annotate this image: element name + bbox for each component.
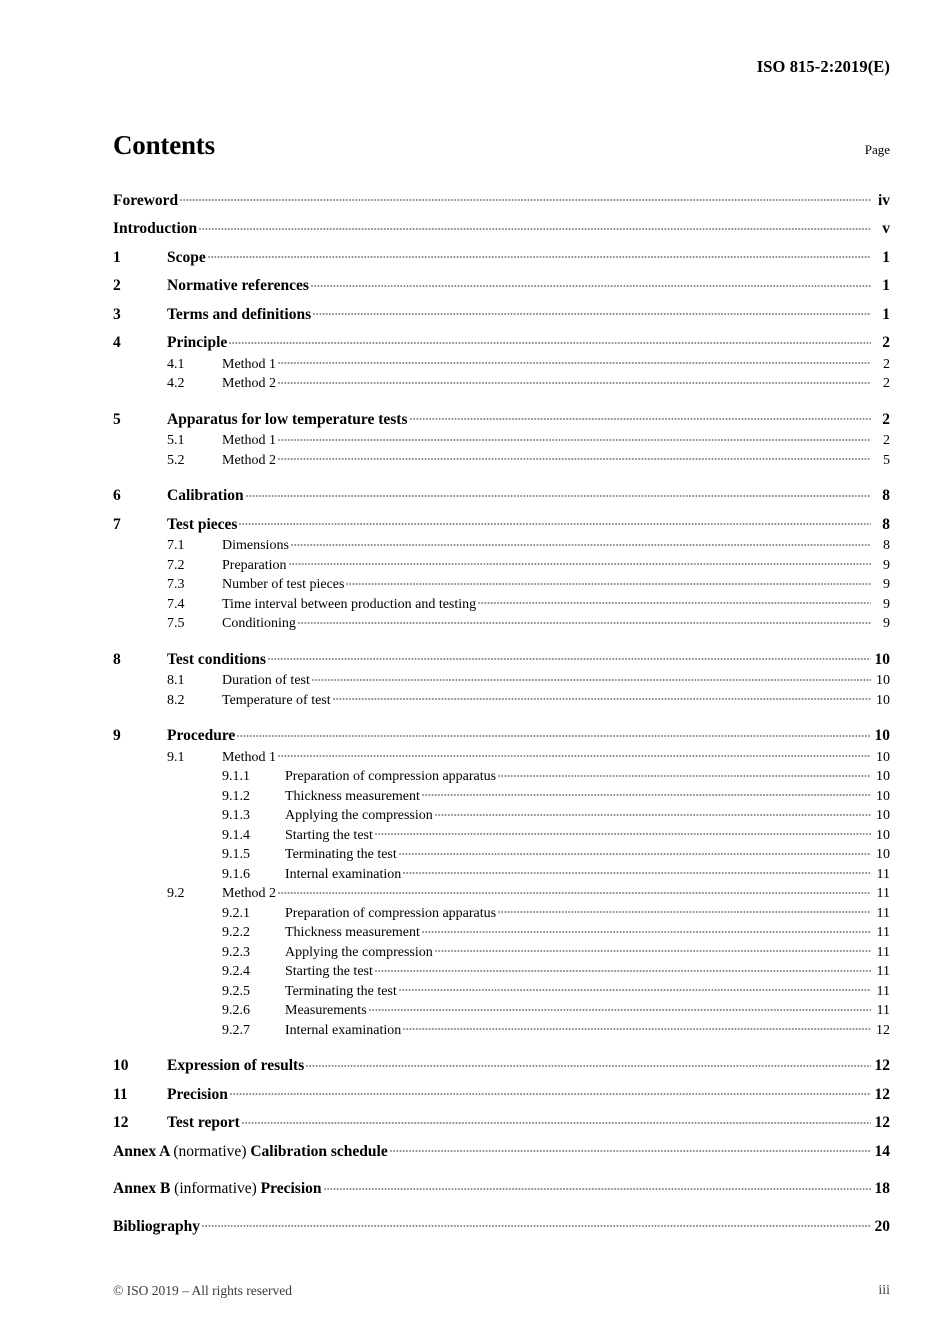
toc-entry-page-number: 12 bbox=[874, 1057, 890, 1074]
toc-entry-page-number: 10 bbox=[876, 673, 890, 688]
toc-entry-number: 9.2.3 bbox=[222, 944, 250, 960]
toc-spacer bbox=[113, 635, 890, 644]
toc-entry-label: Procedure bbox=[167, 727, 236, 744]
toc-entry-label-part: Precision bbox=[260, 1180, 322, 1197]
toc-entry-number: 2 bbox=[113, 277, 121, 294]
toc-entry-number: 9.2.2 bbox=[222, 925, 250, 940]
toc-entry-page-number: 11 bbox=[876, 1003, 890, 1018]
toc-entry-label: Method 1 bbox=[222, 356, 277, 372]
toc-dot-leader bbox=[311, 275, 871, 291]
toc-dot-leader bbox=[278, 430, 871, 444]
toc-entry-number: 7 bbox=[113, 515, 121, 533]
toc-entry-page-number: 10 bbox=[874, 650, 890, 668]
toc-entry-label-part: (informative) bbox=[174, 1180, 261, 1197]
toc-entry-number: 9.2.5 bbox=[222, 983, 250, 999]
toc-dot-leader bbox=[229, 332, 871, 348]
toc-entry[interactable] bbox=[113, 1079, 890, 1108]
toc-entry-label bbox=[113, 1180, 322, 1198]
toc-dot-leader bbox=[180, 189, 871, 205]
toc-dot-leader bbox=[298, 613, 871, 627]
toc-entry-label-part: (normative) bbox=[173, 1142, 251, 1160]
toc-entry-label: Introduction bbox=[113, 220, 198, 237]
toc-entry-label: Calibration bbox=[167, 487, 244, 504]
toc-entry-page-number: 11 bbox=[876, 866, 890, 882]
toc-entry[interactable] bbox=[113, 1174, 890, 1203]
toc-entry-label: Precision bbox=[167, 1085, 228, 1103]
toc-entry-page-number: 2 bbox=[882, 334, 890, 351]
toc-entry-page-number: 1 bbox=[882, 305, 890, 323]
toc-dot-leader bbox=[199, 218, 871, 234]
toc-entry-number: 9.1.5 bbox=[222, 847, 250, 862]
toc-entry-number: 7.4 bbox=[167, 596, 185, 612]
table-of-contents bbox=[113, 185, 890, 1240]
toc-entry-label: Scope bbox=[167, 248, 206, 266]
toc-entry-page-number: 10 bbox=[874, 727, 890, 744]
toc-entry-label: Foreword bbox=[113, 191, 179, 209]
toc-entry[interactable] bbox=[113, 481, 890, 510]
toc-entry[interactable] bbox=[113, 509, 890, 538]
toc-dot-leader bbox=[324, 1178, 871, 1194]
toc-entry-page-number: 10 bbox=[876, 808, 890, 823]
toc-entry[interactable] bbox=[113, 616, 890, 636]
toc-entry-label: Method 2 bbox=[222, 452, 277, 468]
toc-entry-page-number: 11 bbox=[876, 983, 890, 999]
toc-entry-number: 5.1 bbox=[167, 433, 185, 448]
toc-entry[interactable] bbox=[113, 299, 890, 328]
toc-entry-label: Measurements bbox=[285, 1003, 367, 1018]
toc-entry-number: 4 bbox=[113, 334, 121, 351]
toc-dot-leader bbox=[278, 373, 871, 387]
toc-entry[interactable] bbox=[113, 1051, 890, 1080]
toc-entry-page-number: 8 bbox=[883, 538, 890, 553]
toc-spacer bbox=[113, 472, 890, 481]
toc-entry[interactable] bbox=[113, 328, 890, 357]
toc-dot-leader bbox=[375, 825, 871, 839]
toc-dot-leader bbox=[346, 574, 871, 588]
toc-dot-leader bbox=[435, 805, 871, 819]
toc-entry-page-number: 12 bbox=[874, 1114, 890, 1131]
toc-dot-leader bbox=[246, 485, 871, 501]
toc-dot-leader bbox=[313, 303, 871, 319]
toc-entry-label bbox=[113, 1143, 388, 1161]
toc-dot-leader bbox=[399, 981, 871, 995]
toc-entry[interactable] bbox=[113, 644, 890, 673]
toc-dot-leader bbox=[291, 535, 871, 549]
toc-entry-page-number: 1 bbox=[882, 277, 890, 294]
toc-entry-label: Method 1 bbox=[222, 433, 277, 448]
toc-dot-leader bbox=[278, 747, 871, 761]
toc-entry-page-number: 9 bbox=[883, 616, 890, 631]
toc-entry-label: Method 2 bbox=[222, 886, 277, 901]
toc-dot-leader bbox=[435, 942, 871, 956]
document-header-standard-number: ISO 815-2:2019(E) bbox=[756, 57, 890, 76]
toc-entry-number: 3 bbox=[113, 305, 121, 323]
toc-entry[interactable] bbox=[113, 1211, 890, 1240]
page-column-header: Page bbox=[864, 142, 890, 157]
footer-page-number: iii bbox=[878, 1283, 890, 1298]
toc-entry-page-number: 20 bbox=[874, 1217, 890, 1235]
toc-entry-label-part: Calibration schedule bbox=[250, 1142, 388, 1160]
toc-entry-page-number: 10 bbox=[876, 788, 890, 804]
toc-dot-leader bbox=[208, 246, 871, 262]
toc-entry-label: Temperature of test bbox=[222, 692, 331, 708]
toc-entry-number: 7.3 bbox=[167, 577, 185, 592]
toc-entry[interactable] bbox=[113, 376, 890, 396]
toc-entry-label: Thickness measurement bbox=[285, 788, 420, 804]
page-footer bbox=[113, 1283, 890, 1303]
toc-entry-label: Principle bbox=[167, 334, 228, 351]
toc-entry-label: Dimensions bbox=[222, 538, 289, 553]
toc-dot-leader bbox=[268, 648, 871, 664]
toc-entry-label: Thickness measurement bbox=[285, 925, 420, 940]
toc-entry-page-number: 2 bbox=[883, 376, 890, 391]
toc-entry-number: 9.2.7 bbox=[222, 1022, 250, 1038]
toc-dot-leader bbox=[242, 1112, 871, 1128]
toc-entry-page-number: 2 bbox=[882, 410, 890, 428]
toc-entry-label: Terms and definitions bbox=[167, 305, 312, 323]
toc-entry-label: Method 1 bbox=[222, 749, 277, 765]
toc-entry-page-number: 14 bbox=[874, 1142, 890, 1160]
toc-entry-label-part: Annex B bbox=[113, 1180, 175, 1197]
toc-dot-leader bbox=[306, 1055, 871, 1071]
toc-entry-number: 8 bbox=[113, 650, 121, 668]
toc-dot-leader bbox=[403, 1020, 871, 1034]
toc-entry-number: 9.1.2 bbox=[222, 788, 250, 804]
toc-entry-label: Internal examination bbox=[285, 1022, 402, 1038]
toc-dot-leader bbox=[237, 725, 871, 741]
toc-entry-page-number: 11 bbox=[876, 944, 890, 960]
toc-entry-page-number: 11 bbox=[876, 886, 890, 901]
toc-spacer bbox=[113, 712, 890, 721]
toc-entry-number: 9.1.6 bbox=[222, 866, 250, 882]
toc-dot-leader bbox=[375, 961, 871, 975]
toc-dot-leader bbox=[478, 594, 871, 608]
toc-dot-leader bbox=[399, 844, 871, 858]
toc-entry-label: Internal examination bbox=[285, 866, 402, 882]
toc-entry[interactable] bbox=[113, 242, 890, 271]
toc-dot-leader bbox=[390, 1140, 871, 1156]
toc-dot-leader bbox=[278, 354, 871, 368]
toc-dot-leader bbox=[278, 450, 871, 464]
toc-entry-page-number: 11 bbox=[876, 925, 890, 940]
toc-entry[interactable] bbox=[113, 1136, 890, 1165]
toc-entry-label: Time interval between production and testing bbox=[222, 596, 477, 612]
toc-entry-page-number: 1 bbox=[882, 248, 890, 266]
toc-entry-number: 4.1 bbox=[167, 356, 185, 372]
toc-entry[interactable] bbox=[113, 185, 890, 214]
toc-entry-page-number: 10 bbox=[876, 749, 890, 765]
toc-entry-number: 9.1.3 bbox=[222, 808, 250, 823]
toc-spacer bbox=[113, 1165, 890, 1174]
toc-entry-page-number: 9 bbox=[883, 596, 890, 612]
toc-entry-label-part: Bibliography bbox=[113, 1217, 200, 1235]
toc-entry[interactable] bbox=[113, 404, 890, 433]
toc-entry-label: Applying the compression bbox=[285, 808, 433, 823]
toc-entry-label bbox=[113, 1218, 200, 1236]
toc-entry-label: Preparation of compression apparatus bbox=[285, 905, 497, 921]
toc-dot-leader bbox=[410, 408, 872, 424]
toc-entry[interactable] bbox=[113, 452, 890, 472]
toc-entry-number: 9.1.4 bbox=[222, 827, 250, 843]
toc-dot-leader bbox=[289, 555, 871, 569]
toc-entry-page-number: 8 bbox=[882, 515, 890, 533]
toc-entry[interactable] bbox=[113, 1022, 890, 1042]
toc-entry-page-number: 2 bbox=[883, 433, 890, 448]
toc-entry-page-number: 9 bbox=[883, 557, 890, 573]
toc-entry-label: Apparatus for low temperature tests bbox=[167, 410, 408, 428]
toc-entry-number: 8.2 bbox=[167, 692, 185, 708]
toc-entry-number: 9.2 bbox=[167, 886, 185, 901]
toc-entry-number: 9.1 bbox=[167, 749, 185, 765]
toc-entry-page-number: 11 bbox=[876, 905, 890, 921]
toc-entry-number: 1 bbox=[113, 248, 121, 266]
toc-entry-page-number: 8 bbox=[882, 487, 890, 504]
toc-entry[interactable] bbox=[113, 271, 890, 300]
toc-dot-leader bbox=[230, 1083, 871, 1099]
toc-entry-label: Conditioning bbox=[222, 616, 296, 631]
toc-entry-page-number: iv bbox=[877, 191, 890, 209]
toc-dot-leader bbox=[422, 786, 871, 800]
toc-dot-leader bbox=[369, 1000, 871, 1014]
toc-entry-label: Test pieces bbox=[167, 515, 238, 533]
toc-entry-number: 8.1 bbox=[167, 673, 185, 688]
toc-dot-leader bbox=[403, 864, 871, 878]
toc-entry-number: 9 bbox=[113, 727, 121, 744]
toc-entry[interactable] bbox=[113, 692, 890, 712]
toc-entry-label: Preparation bbox=[222, 557, 287, 573]
toc-entry-label: Method 2 bbox=[222, 376, 277, 391]
toc-entry-page-number: 10 bbox=[876, 692, 890, 708]
toc-entry-page-number: 10 bbox=[876, 827, 890, 843]
toc-entry-number: 7.5 bbox=[167, 616, 185, 631]
toc-dot-leader bbox=[312, 670, 871, 684]
toc-entry-label: Number of test pieces bbox=[222, 577, 345, 592]
toc-entry[interactable] bbox=[113, 1108, 890, 1137]
toc-entry-page-number: 9 bbox=[883, 577, 890, 592]
toc-entry-number: 12 bbox=[113, 1114, 129, 1131]
toc-spacer bbox=[113, 1042, 890, 1051]
toc-entry-label: Expression of results bbox=[167, 1057, 305, 1074]
toc-entry[interactable] bbox=[113, 214, 890, 243]
toc-entry-number: 10 bbox=[113, 1057, 129, 1074]
page-title: Contents bbox=[113, 130, 215, 160]
toc-entry-label: Test report bbox=[167, 1114, 240, 1131]
toc-dot-leader bbox=[278, 883, 871, 897]
toc-entry-page-number: 10 bbox=[876, 847, 890, 862]
toc-dot-leader bbox=[498, 766, 871, 780]
toc-dot-leader bbox=[498, 903, 871, 917]
toc-entry-number: 5 bbox=[113, 410, 121, 428]
toc-dot-leader bbox=[333, 690, 871, 704]
toc-entry-number: 7.1 bbox=[167, 538, 185, 553]
toc-entry-page-number: v bbox=[882, 220, 890, 237]
toc-entry-page-number: 12 bbox=[876, 1022, 890, 1038]
toc-entry-page-number: 12 bbox=[874, 1085, 890, 1103]
toc-dot-leader bbox=[202, 1215, 871, 1231]
toc-entry-number: 9.1.1 bbox=[222, 769, 250, 784]
copyright-notice: © ISO 2019 – All rights reserved bbox=[113, 1283, 292, 1298]
toc-entry-label: Starting the test bbox=[285, 827, 373, 843]
toc-entry-page-number: 10 bbox=[876, 769, 890, 784]
toc-entry-label: Preparation of compression apparatus bbox=[285, 769, 497, 784]
toc-entry-number: 6 bbox=[113, 487, 121, 504]
toc-entry-page-number: 11 bbox=[876, 964, 890, 979]
toc-entry-label: Duration of test bbox=[222, 673, 310, 688]
toc-entry-label: Starting the test bbox=[285, 964, 373, 979]
toc-entry[interactable] bbox=[113, 721, 890, 750]
toc-entry-label: Test conditions bbox=[167, 650, 266, 668]
contents-heading-block bbox=[113, 128, 890, 162]
toc-dot-leader bbox=[422, 922, 871, 936]
toc-entry-label: Applying the compression bbox=[285, 944, 433, 960]
toc-entry-page-number: 2 bbox=[883, 356, 890, 372]
toc-spacer bbox=[113, 1202, 890, 1211]
toc-entry-page-number: 18 bbox=[874, 1180, 890, 1197]
toc-entry-number: 11 bbox=[113, 1085, 128, 1103]
toc-entry-label: Terminating the test bbox=[285, 847, 397, 862]
toc-entry-number: 9.2.4 bbox=[222, 964, 250, 979]
toc-spacer bbox=[113, 395, 890, 404]
toc-entry-label: Terminating the test bbox=[285, 983, 397, 999]
toc-entry-label: Normative references bbox=[167, 277, 309, 294]
toc-entry-label-part: Annex A bbox=[113, 1142, 174, 1160]
toc-entry-page-number: 5 bbox=[883, 452, 890, 468]
toc-entry-number: 4.2 bbox=[167, 376, 185, 391]
toc-entry-number: 5.2 bbox=[167, 452, 185, 468]
toc-entry-number: 9.2.6 bbox=[222, 1003, 250, 1018]
toc-entry-number: 9.2.1 bbox=[222, 905, 250, 921]
toc-entry-number: 7.2 bbox=[167, 557, 185, 573]
toc-dot-leader bbox=[239, 513, 871, 529]
